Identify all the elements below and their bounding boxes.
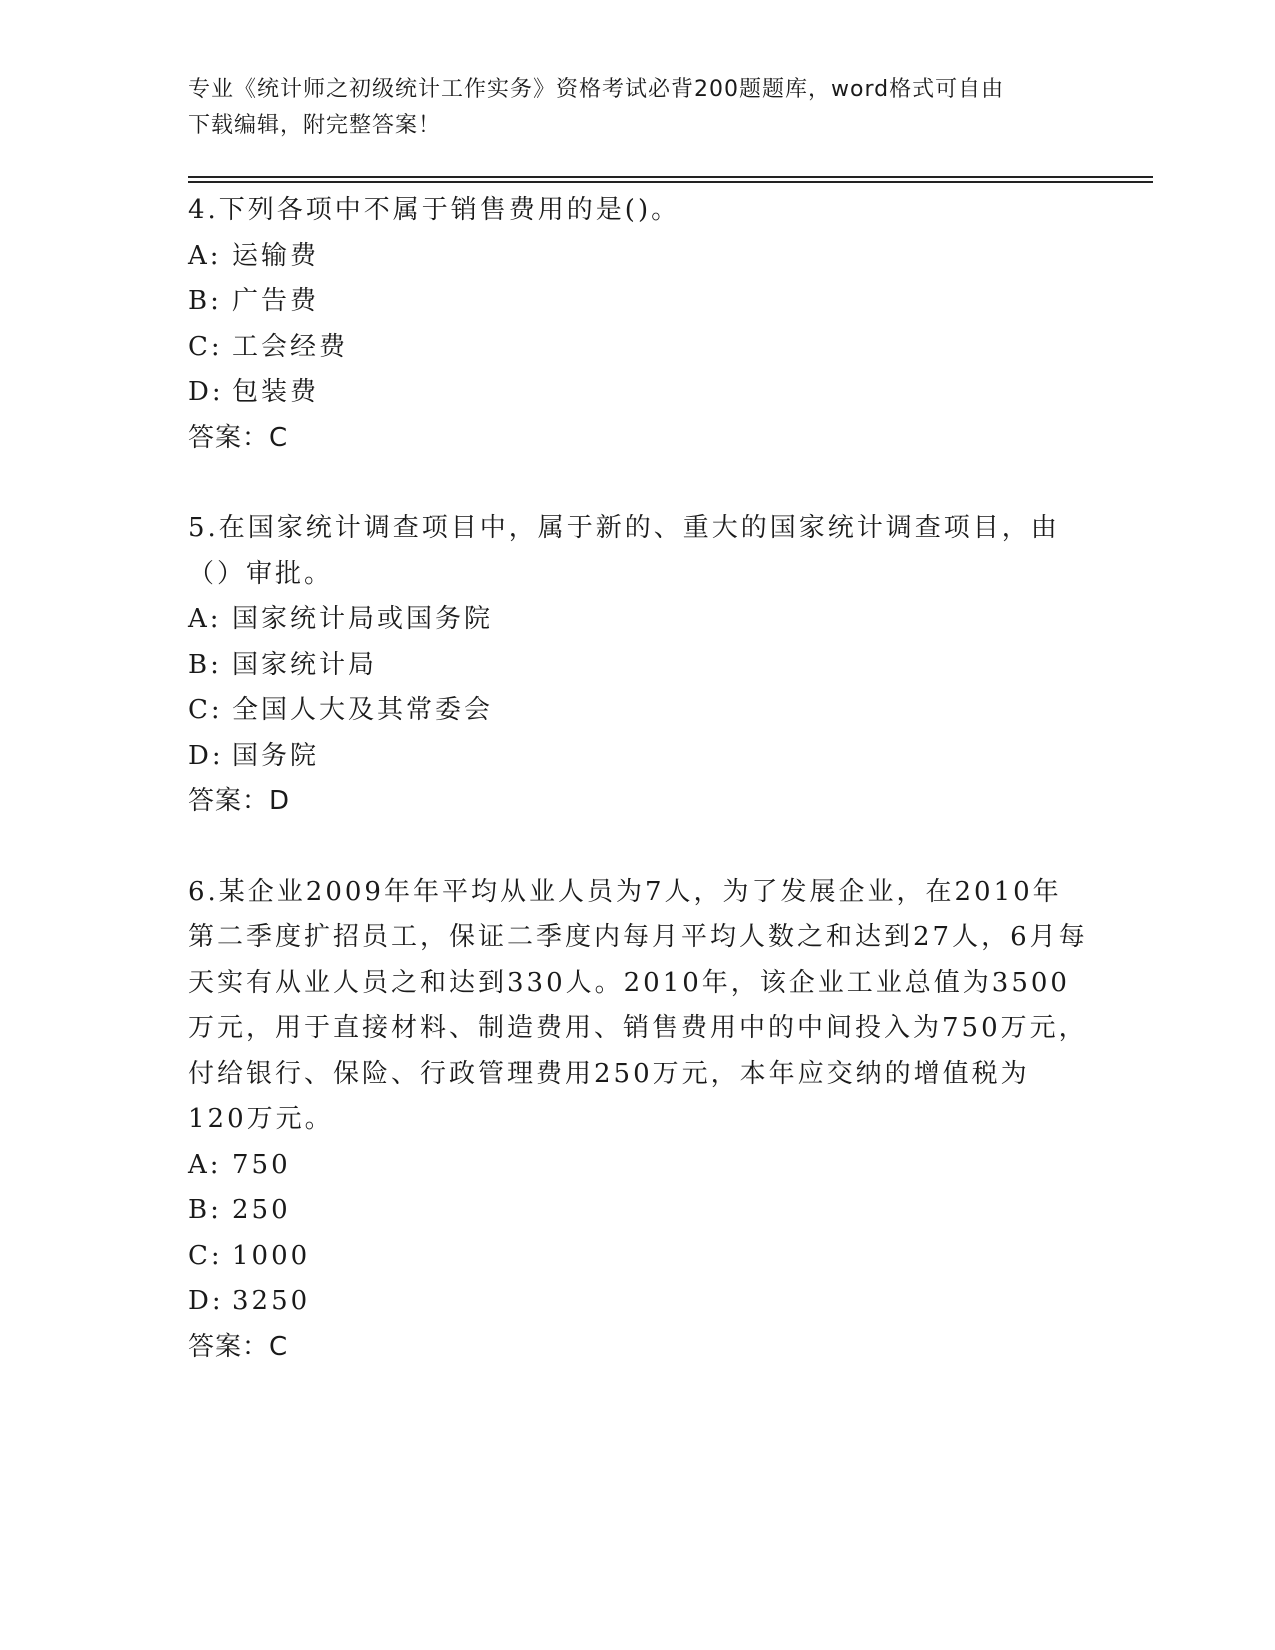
- header-divider-bottom: [188, 181, 1153, 183]
- answer-line: 答案：D: [188, 786, 291, 816]
- option-key: C:: [188, 331, 223, 362]
- answer-line: 答案：C: [188, 422, 289, 453]
- question-5: [188, 506, 1088, 825]
- question-text: 4.下列各项中不属于销售费用的是()。: [188, 195, 681, 225]
- document-header: [188, 72, 1088, 144]
- option-a: [188, 597, 1088, 643]
- question-6: [188, 870, 1088, 1371]
- header-line-1: 专业《统计师之初级统计工作实务》资格考试必背200题题库，word格式可自由: [188, 77, 1005, 102]
- option-key: A:: [188, 604, 222, 634]
- option-key: D:: [188, 740, 224, 771]
- option-c: [188, 325, 1088, 371]
- option-text: 国家统计局: [232, 649, 378, 680]
- question-text: 6.某企业2009年年平均从业人员为7人，为了发展企业，在2010年第二季度扩招员工，保证二季度内每月平均人数之和达到27人，6月每天实有从业人员之和达到330人。2010年，该企业工业总值为3500万元，用于直接材料、制造费用、销售费用中的中间投入为750万元，付给银行、保险、行政管理费用250万元，本年应交纳的增值税为120万元。: [188, 876, 1088, 1134]
- option-text: 全国人大及其常委会: [232, 695, 494, 725]
- option-text: 1000: [232, 1240, 311, 1271]
- option-d: [188, 734, 1088, 780]
- option-text: 广告费: [232, 286, 320, 316]
- option-c: [188, 688, 1088, 734]
- option-b: [188, 1188, 1088, 1234]
- option-a: [188, 1143, 1088, 1189]
- option-text: 3250: [232, 1286, 311, 1316]
- option-d: [188, 1279, 1088, 1325]
- option-key: A:: [188, 1149, 222, 1180]
- option-key: D:: [188, 377, 224, 407]
- option-b: [188, 643, 1088, 689]
- option-text: 国家统计局或国务院: [232, 604, 494, 634]
- option-key: D:: [188, 1286, 224, 1316]
- option-text: 250: [232, 1195, 291, 1225]
- option-c: [188, 1234, 1088, 1280]
- option-text: 工会经费: [232, 331, 349, 362]
- option-b: [188, 279, 1088, 325]
- header-divider-top: [188, 176, 1153, 178]
- question-list: [188, 188, 1088, 1415]
- option-text: 750: [232, 1149, 291, 1180]
- question-text: 5.在国家统计调查项目中，属于新的、重大的国家统计调查项目，由（）审批。: [188, 513, 1060, 589]
- option-d: [188, 370, 1088, 416]
- option-key: C:: [188, 1240, 223, 1271]
- answer-line: 答案：C: [188, 1331, 289, 1362]
- option-key: B:: [188, 1195, 222, 1225]
- option-key: C:: [188, 695, 223, 725]
- header-line-2: 下载编辑，附完整答案！: [188, 113, 442, 138]
- question-4: [188, 188, 1088, 461]
- option-key: B:: [188, 649, 222, 680]
- option-text: 运输费: [232, 240, 320, 271]
- option-a: [188, 234, 1088, 280]
- option-text: 国务院: [232, 740, 320, 771]
- option-text: 包装费: [232, 377, 320, 407]
- option-key: B:: [188, 286, 222, 316]
- option-key: A:: [188, 240, 222, 271]
